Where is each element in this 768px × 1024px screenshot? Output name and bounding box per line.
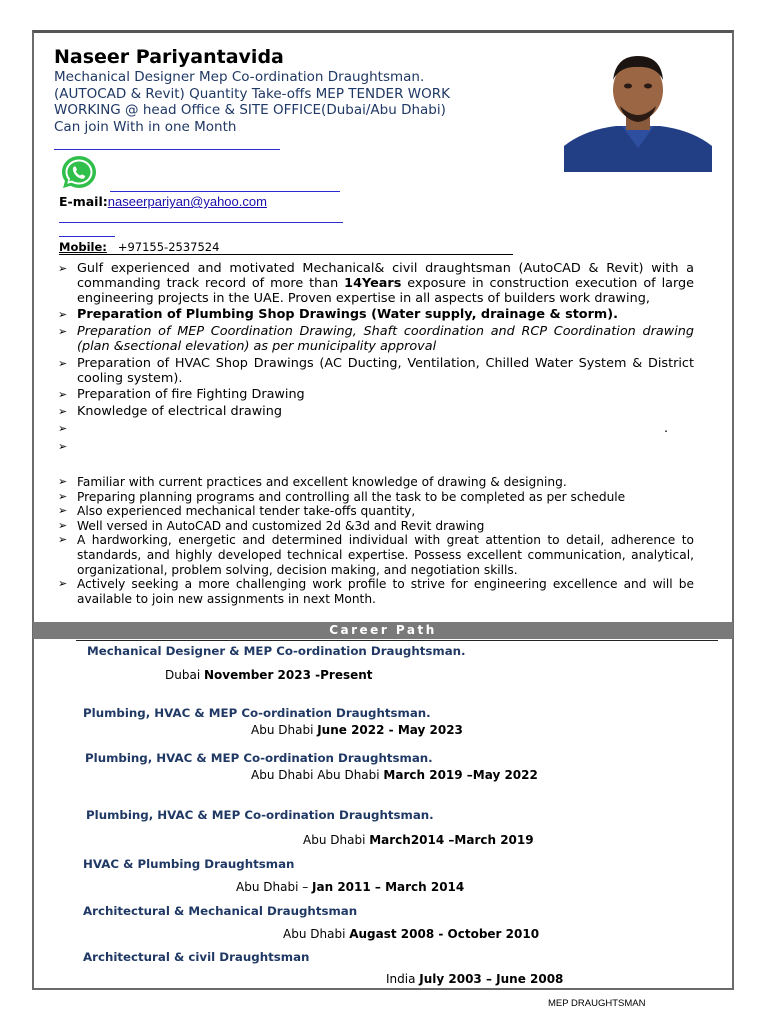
career-dates: Jan 2011 – March 2014 bbox=[312, 880, 465, 894]
mobile-row bbox=[59, 240, 219, 254]
skill-text: Also experienced mechanical tender take-offs quantity, bbox=[77, 504, 416, 519]
arrow-bullet-icon: ➢ bbox=[58, 475, 68, 488]
skills-list bbox=[58, 475, 694, 606]
career-role: HVAC & Plumbing Draughtsman bbox=[83, 857, 295, 871]
career-dates: November 2023 -Present bbox=[203, 668, 373, 682]
summary-text: Preparation of HVAC Shop Drawings (AC Ducting, Ventilation, Chilled Water System & District cooling system). bbox=[77, 355, 694, 386]
career-dates: March2014 –March 2019 bbox=[369, 833, 534, 847]
skill-text: Actively seeking a more challenging work profile to strive for engineering excellence and will be available to join new assignments in next Month. bbox=[77, 577, 694, 606]
skill-item bbox=[58, 504, 694, 519]
career-place: Abu Dhabi – bbox=[236, 880, 313, 894]
divider-line bbox=[59, 222, 343, 223]
divider-line bbox=[54, 149, 280, 150]
career-period bbox=[303, 833, 534, 847]
arrow-bullet-icon: ➢ bbox=[58, 577, 68, 591]
career-dates: March 2019 –May 2022 bbox=[383, 768, 538, 782]
career-role: Mechanical Designer & MEP Co-ordination Draughtsman. bbox=[87, 644, 466, 658]
arrow-bullet-icon: ➢ bbox=[58, 421, 68, 435]
skill-text: Preparing planning programs and controlling all the task to be completed as per schedule bbox=[77, 489, 626, 504]
summary-item bbox=[58, 405, 694, 420]
arrow-bullet-icon: ➢ bbox=[58, 518, 68, 532]
arrow-bullet-icon: ➢ bbox=[58, 356, 68, 370]
divider-line bbox=[59, 254, 513, 255]
skill-item bbox=[58, 533, 694, 577]
career-place: Abu Dhabi bbox=[303, 833, 370, 847]
headline-line: Can join With in one Month bbox=[54, 118, 237, 135]
mobile-label: Mobile: bbox=[59, 240, 107, 254]
summary-item bbox=[58, 308, 694, 323]
arrow-bullet-icon: ➢ bbox=[58, 308, 68, 322]
whatsapp-icon bbox=[60, 154, 98, 190]
summary-item bbox=[58, 262, 694, 306]
candidate-name: Naseer Pariyantavida bbox=[54, 46, 284, 68]
summary-text: Preparation of Plumbing Shop Drawings (Water supply, drainage & storm). bbox=[77, 307, 618, 323]
headline-line: (AUTOCAD & Revit) Quantity Take-offs MEP TENDER WORK bbox=[54, 85, 450, 102]
career-place: Dubai bbox=[165, 668, 204, 682]
summary-item bbox=[58, 357, 694, 387]
summary-item bbox=[58, 325, 694, 355]
career-path-heading: Career Path bbox=[33, 622, 733, 639]
summary-item bbox=[58, 422, 694, 438]
career-period bbox=[283, 927, 539, 941]
email-row bbox=[59, 194, 267, 209]
career-dates: June 2022 - May 2023 bbox=[317, 723, 463, 737]
career-role: Plumbing, HVAC & MEP Co-ordination Draughtsman. bbox=[86, 808, 434, 822]
arrow-bullet-icon: ➢ bbox=[58, 533, 68, 547]
career-dates: Augast 2008 - October 2010 bbox=[349, 927, 540, 941]
summary-item bbox=[58, 388, 694, 403]
summary-text: 14Years bbox=[344, 275, 402, 291]
summary-text: exposure in construction execution of large engineering projects in the UAE. Proven expertise in all aspects of builders work drawing, bbox=[77, 275, 694, 306]
career-role: Plumbing, HVAC & MEP Co-ordination Draughtsman. bbox=[83, 706, 431, 720]
headline bbox=[54, 69, 474, 135]
career-place: Abu Dhabi bbox=[251, 723, 318, 737]
career-period bbox=[251, 768, 538, 782]
career-place: Abu Dhabi bbox=[283, 927, 350, 941]
skill-item bbox=[58, 490, 694, 505]
summary-text: Knowledge of electrical drawing bbox=[77, 404, 282, 420]
career-period bbox=[386, 972, 563, 986]
skill-item bbox=[58, 577, 694, 606]
career-dates: July 2003 – June 2008 bbox=[419, 972, 564, 986]
divider-line bbox=[110, 191, 340, 192]
career-role: Architectural & Mechanical Draughtsman bbox=[83, 904, 358, 918]
career-role: Plumbing, HVAC & MEP Co-ordination Draughtsman. bbox=[85, 751, 433, 765]
arrow-bullet-icon: ➢ bbox=[58, 405, 68, 419]
skill-item bbox=[58, 519, 694, 534]
career-period bbox=[236, 880, 464, 894]
arrow-bullet-icon: ➢ bbox=[58, 439, 68, 453]
arrow-bullet-icon: ➢ bbox=[58, 489, 68, 503]
email-label: E-mail: bbox=[59, 194, 108, 209]
arrow-bullet-icon: ➢ bbox=[58, 325, 68, 339]
summary-text: Gulf experienced and motivated Mechanical& civil draughtsman (AutoCAD & Revit) with a commanding track record of more than bbox=[77, 261, 694, 291]
footer-label: MEP DRAUGHTSMAN bbox=[548, 998, 646, 1009]
mobile-number: +97155-2537524 bbox=[117, 240, 220, 254]
career-place: Abu Dhabi Abu Dhabi bbox=[251, 768, 384, 782]
career-place: India bbox=[386, 972, 420, 986]
profile-photo bbox=[564, 50, 712, 172]
summary-list bbox=[58, 262, 694, 458]
summary-item bbox=[58, 440, 694, 456]
arrow-bullet-icon: ➢ bbox=[58, 504, 68, 518]
career-period bbox=[251, 723, 463, 737]
email-link[interactable]: naseerpariyan@yahoo.com bbox=[107, 194, 267, 209]
trailing-dot: . bbox=[664, 420, 669, 436]
summary-text: Preparation of fire Fighting Drawing bbox=[77, 387, 305, 403]
summary-text: Preparation of MEP Coordination Drawing, Shaft coordination and RCP Coordination drawing (plan &sectional elevation) as per municipality approval bbox=[77, 324, 694, 354]
arrow-bullet-icon: ➢ bbox=[58, 262, 68, 275]
divider-line bbox=[59, 236, 115, 237]
career-role: Architectural & civil Draughtsman bbox=[83, 950, 310, 964]
arrow-bullet-icon: ➢ bbox=[58, 388, 68, 402]
skill-text: A hardworking, energetic and determined individual with great attention to detail, adherence to standards, and highly developed technical expertise. Possess excellent communication, analytical, organizational, problem solving, decision making, and negotiation skills. bbox=[77, 533, 694, 577]
skill-text: Familiar with current practices and excellent knowledge of drawing & designing. bbox=[77, 475, 567, 489]
career-period bbox=[165, 668, 373, 682]
skill-item bbox=[58, 475, 694, 490]
skill-text: Well versed in AutoCAD and customized 2d &3d and Revit drawing bbox=[77, 518, 485, 533]
headline-line: Mechanical Designer Mep Co-ordination Draughtsman. bbox=[54, 69, 425, 85]
divider-line bbox=[76, 640, 718, 641]
headline-line: WORKING @ head Office & SITE OFFICE(Dubai/Abu Dhabi) bbox=[54, 102, 446, 118]
